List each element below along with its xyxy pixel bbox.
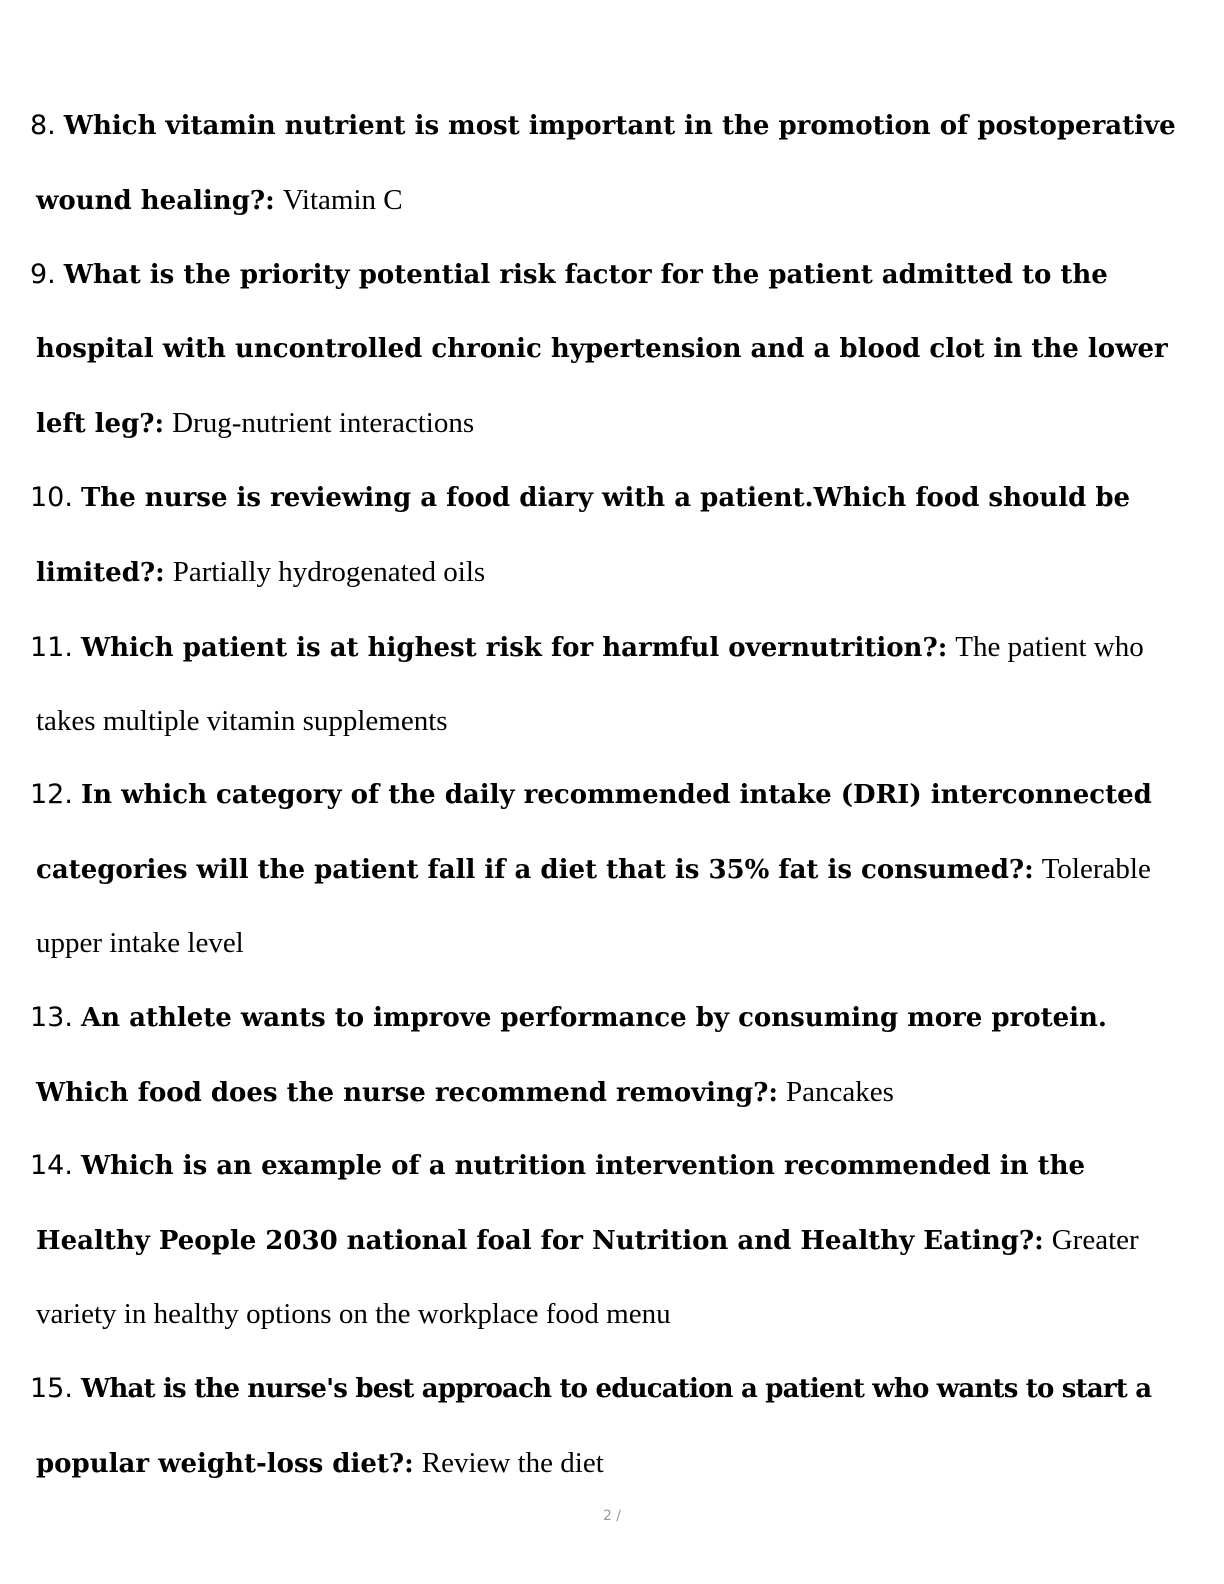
question-text: What is the priority potential risk factor for the patient admitted to the — [63, 260, 1108, 290]
question-text: Which patient is at highest risk for harmful overnutrition?: — [80, 633, 948, 663]
question-text: Which food does the nurse recommend removing?: — [36, 1078, 778, 1108]
page-number: 2 / — [602, 1508, 622, 1524]
answer-text: takes multiple vitamin supplements — [36, 705, 448, 737]
question-text: popular weight-loss diet?: — [36, 1449, 414, 1479]
question-number: 15. — [30, 1373, 73, 1404]
question-line — [30, 255, 1108, 295]
answer-text: Tolerable — [1041, 853, 1151, 885]
question-text: An athlete wants to improve performance by consuming more protein. — [80, 1003, 1107, 1033]
question-line — [36, 403, 474, 444]
answer-text: Review the diet — [421, 1447, 604, 1479]
question-text: limited?: — [36, 558, 165, 588]
question-text: Which is an example of a nutrition intervention recommended in the — [80, 1151, 1086, 1181]
question-number: 8. — [30, 110, 56, 141]
question-text: wound healing?: — [36, 186, 275, 216]
answer-text: upper intake level — [36, 927, 244, 959]
question-line — [30, 478, 1130, 518]
answer-text: Partially hydrogenated oils — [172, 556, 486, 588]
question-line — [30, 1146, 1085, 1186]
question-line — [30, 998, 1107, 1038]
question-line — [30, 775, 1152, 815]
question-line — [36, 180, 403, 221]
question-text: What is the nurse's best approach to education a patient who wants to start a — [80, 1374, 1152, 1404]
question-line — [30, 1369, 1151, 1409]
question-number: 9. — [30, 259, 56, 290]
question-number: 10. — [30, 482, 73, 513]
answer-text: Pancakes — [785, 1076, 894, 1108]
question-number: 13. — [30, 1002, 73, 1033]
question-text: Which vitamin nutrient is most important in the promotion of postoperative — [63, 111, 1176, 141]
question-text: hospital with uncontrolled chronic hypertension and a blood clot in the lower — [36, 334, 1168, 364]
question-line — [30, 106, 1176, 146]
question-text: categories will the patient fall if a diet that is 35% fat is consumed?: — [36, 855, 1034, 885]
answer-text: Vitamin C — [282, 184, 403, 216]
question-text: The nurse is reviewing a food diary with a patient.Which food should be — [80, 483, 1131, 513]
question-number: 14. — [30, 1150, 73, 1181]
answer-text: The patient who — [955, 631, 1144, 663]
question-line — [36, 1220, 1139, 1261]
question-line — [36, 1072, 894, 1113]
question-text: Healthy People 2030 national foal for Nutrition and Healthy Eating?: — [36, 1226, 1044, 1256]
question-line — [36, 1443, 604, 1484]
question-text: In which category of the daily recommended intake (DRI) interconnected — [80, 780, 1152, 810]
question-line — [36, 701, 448, 742]
question-number: 12. — [30, 779, 73, 810]
question-line — [36, 329, 1168, 369]
question-number: 11. — [30, 632, 73, 663]
question-line — [36, 1294, 671, 1335]
answer-text: variety in healthy options on the workplace food menu — [36, 1298, 671, 1330]
answer-text: Drug-nutrient interactions — [172, 407, 475, 439]
question-line — [36, 849, 1151, 890]
question-line — [36, 552, 485, 593]
question-line — [36, 923, 244, 964]
question-text: left leg?: — [36, 409, 165, 439]
question-line — [30, 627, 1144, 668]
answer-text: Greater — [1051, 1224, 1139, 1256]
